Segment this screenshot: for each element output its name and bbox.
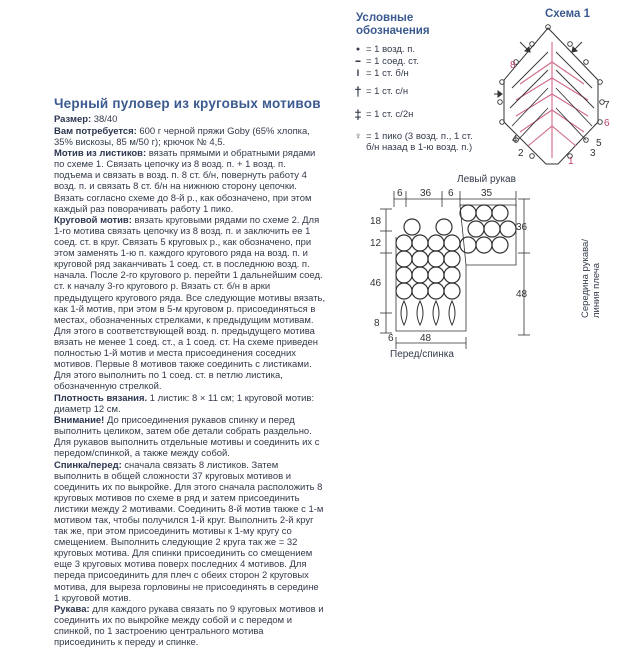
scheme-1-diagram xyxy=(490,22,620,172)
scheme-row-number: 3 xyxy=(590,148,596,159)
legend-item-text: = 1 возд. п. xyxy=(366,44,415,55)
dimension-top: 6 xyxy=(397,188,403,199)
sleeve-label: Левый рукав xyxy=(457,174,516,185)
scheme-row-number: 6 xyxy=(604,118,610,129)
materials-paragraph: Вам потребуется: 600 г черной пряжи Goby (65% хлопка, 35% вискозы, 85 м/50 г); крючок № 4,5. xyxy=(54,125,310,148)
scheme-row-number: 1 xyxy=(568,156,574,167)
article-title: Черный пуловер из круговых мотивов xyxy=(54,96,321,111)
dimension-right: 36 xyxy=(516,222,528,233)
slip-stitch-icon: ▬ xyxy=(355,58,361,64)
dimension-top: 36 xyxy=(420,188,432,199)
size-paragraph: Размер: 38/40 xyxy=(54,114,118,125)
chain-stitch-icon: ● xyxy=(355,46,361,53)
scheme-row-number: 5 xyxy=(596,138,602,149)
leaf-motif-diagram xyxy=(494,25,610,167)
scheme-row-number: 8 xyxy=(510,60,516,71)
legend-title xyxy=(356,12,430,38)
legend-item-text: = 1 ст. б/н xyxy=(366,68,409,79)
legend-item-text: = 1 пико (3 возд. п., 1 ст. б/н назад в 1-ю возд. п.) xyxy=(366,131,473,153)
legend-item-text: = 1 соед. ст. xyxy=(366,56,419,67)
legend-item-dc xyxy=(350,86,408,97)
dimension-bottom: 48 xyxy=(420,333,432,344)
legend-item-chain xyxy=(350,44,415,55)
front-back-label: Перед/спинка xyxy=(390,349,454,360)
scheme-row-number: 2 xyxy=(518,148,524,159)
double-crochet-icon: † xyxy=(354,84,362,99)
article-body xyxy=(54,114,326,649)
legend-item-picot xyxy=(350,131,473,153)
dimension-top: 35 xyxy=(481,188,493,199)
scheme-row-number: 4 xyxy=(512,134,518,145)
dimension-left: 46 xyxy=(370,278,382,289)
legend-item-text: = 1 ст. с/н xyxy=(366,86,409,97)
scheme-title: Схема 1 xyxy=(545,8,591,20)
sleeves-paragraph: Рукава: для каждого рукава связать по 9 круговых мотивов и соединить их по выкройке между собой и с передом и спинкой, по 1 застроению центрального мотива присоединить к переду и спинке. xyxy=(54,604,324,649)
dimension-left: 18 xyxy=(370,216,382,227)
round-motif-grid xyxy=(396,205,516,299)
dimension-top: 6 xyxy=(448,188,454,199)
legend-item-slip xyxy=(350,56,419,67)
dimension-bottom: 6 xyxy=(388,333,394,344)
pattern-diagram xyxy=(356,185,546,350)
dimension-left: 12 xyxy=(370,238,382,249)
leaf-row xyxy=(401,301,455,325)
leaf-motif-paragraph: Мотив из листиков: вязать прямыми и обратными рядами по схеме 1. Связать цепочку из 8 возд. п. + 1 возд. п. подъема и связать в возд. п. 8 ст. б/н, повернуть работу 4 возд. п. и связать 8 ст. б/н на нижнюю сторону цепочки. Вязать согласно схеме до 8-й р., как обозначено, при этом каждый раз поворачивать работу 1 пико. xyxy=(54,148,316,215)
picot-icon: ♀ xyxy=(354,131,362,142)
single-crochet-icon: I xyxy=(356,68,360,79)
treble-crochet-icon: ‡ xyxy=(354,107,362,122)
sleeve-center-label: Середина рукава/ линия плеча xyxy=(580,239,602,318)
legend-item-sc xyxy=(350,68,409,79)
scheme-row-number: 7 xyxy=(604,100,610,111)
attention-paragraph: Внимание! До присоединения рукавов спинку и перед выполнить целиком, затем обе детали собрать раздельно. Для рукавов выполнить отдельные мотивы и соединить их с передом/спинкой, а также между собой. xyxy=(54,415,320,460)
density-paragraph: Плотность вязания. 1 листик: 8 × 11 см; 1 круговой мотив: диаметр 12 см. xyxy=(54,392,315,415)
legend-title-line2: обозначения xyxy=(356,25,430,37)
dimension-left: 8 xyxy=(374,318,380,329)
legend-item-text: = 1 ст. с/2н xyxy=(366,109,414,120)
round-motif-paragraph: Круговой мотив: вязать круговыми рядами по схеме 2. Для 1-го мотива связать цепочку из 8 возд. п. и заключить ее 1 соед. ст. в круг. Связать 5 круговых р., как обозначено, при этом заменять 1-ю п. каждого кругового ряда на возд. п. и круговой ряд заканчивать 1 соед. ст. в последнюю возд. п. начала. После 2-го кругового р. перейти 1 дальнейшим соед. ст. к началу 3-го кругового р. Вязать ст. б/н в арки предыдущего кругового ряда. Все следующие мотивы вязать, как 1-й мотив, при этом в 5-м круговом р. присоединяться в местах, обозначенных стрелками, к предыдущим мотивам. Для этого в соответствующей возд. п. предыдущего мотива вязать не менее 1 соед. ст., а 1 соед. ст. На схеме приведен полностью 1-й мотив и места присоединения соседних мотивов. Первые 8 мотивов также соединить с листиками. Для этого выполнить по 1 соед. ст. в петлю листика, обозначенную стрелкой. xyxy=(54,215,326,392)
dimension-right: 48 xyxy=(516,289,528,300)
legend-title-line1: Условные xyxy=(356,12,414,24)
legend-item-tr xyxy=(350,109,413,120)
back-front-paragraph: Спинка/перед: сначала связать 8 листиков. Затем выполнить в общей сложности 37 круговых мотивов и соединить их по выкройке. Для этого сначала расположить 8 круговых мотивов по схеме в ряд и затем присоединить листики между 2 мотивами. Соединить 8-й мотив также с 1-м мотивом так, чтобы получился 1-й круг. Выполнить 2-й круг так же, при этом присоединить мотивы к 1-му кругу со смещением. Выполнить следующие 2 круга так же = 32 круговых мотива. Для спинки присоединить со смещением еще 3 круговых мотива поверх последних 4 мотивов. Для переда присоединить для плеч с обеих сторон 2 круговых мотива, для выреза горловины не присоединять в середине 1 круговой мотив. xyxy=(54,460,324,604)
